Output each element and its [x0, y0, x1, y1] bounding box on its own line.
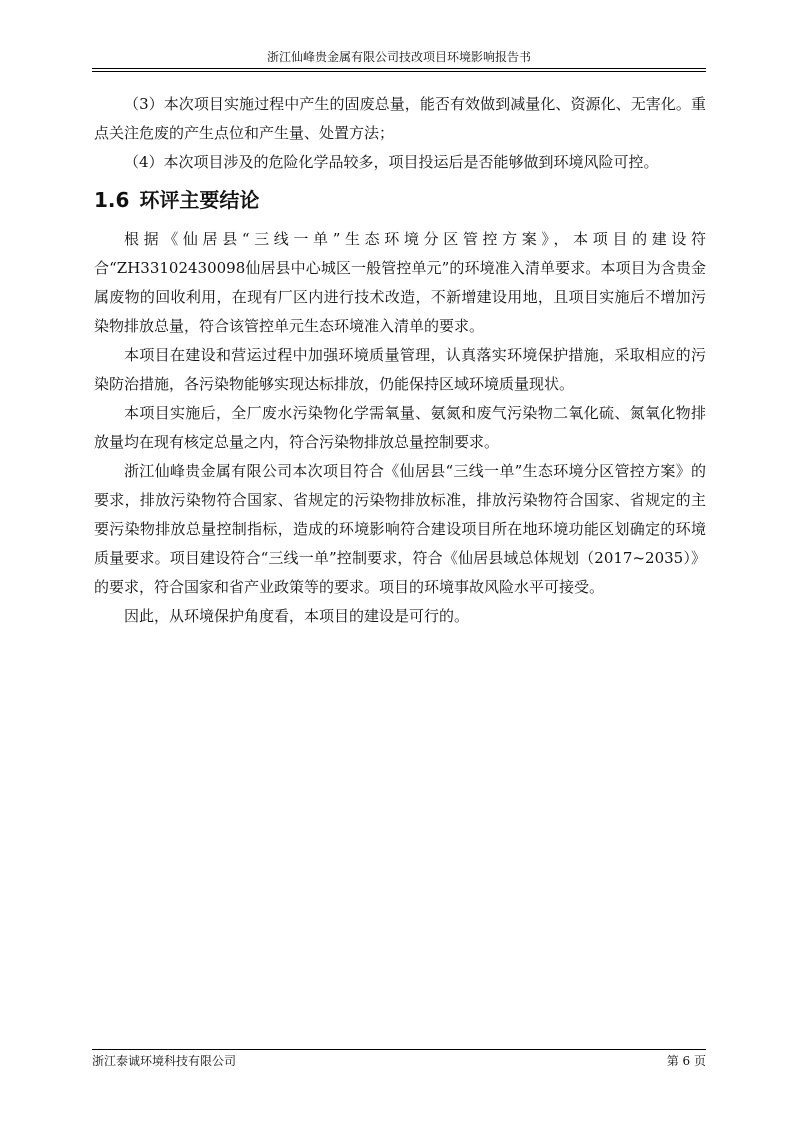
document-body [94, 90, 706, 631]
footer-company: 浙江泰诚环境科技有限公司 [92, 1054, 237, 1068]
section-title: 环评主要结论 [139, 188, 260, 212]
paragraph: 本项目在建设和营运过程中加强环境质量管理，认真落实环境保护措施，采取相应的污染防治措施，各污染物能够实现达标排放，仍能保持区域环境质量现状。 [94, 346, 706, 393]
page-footer [92, 1049, 706, 1070]
paragraph: 因此，从环境保护角度看，本项目的建设是可行的。 [124, 607, 470, 625]
section-number: 1.6 [94, 188, 130, 212]
report-title: 浙江仙峰贵金属有限公司技改项目环境影响报告书 [266, 50, 531, 64]
paragraph: 浙江仙峰贵金属有限公司本次项目符合《仙居县“三线一单”生态环境分区管控方案》的要求，排放污染物符合国家、省规定的污染物排放标准，排放污染物符合国家、省规定的主要污染物排放总量控制指标，造成的环境影响符合建设项目所在地环境功能区划确定的环境质量要求。项目建设符合“三线一单”控制要求，符合《仙居县域总体规划（2017~2035）》的要求，符合国家和省产业政策等的要求。项目的环境事故风险水平可接受。 [94, 462, 706, 596]
paragraph: 根据《仙居县“三线一单”生态环境分区管控方案》，本项目的建设符合“ZH33102430098仙居县中心城区一般管控单元”的环境准入清单要求。本项目为含贵金属废物的回收利用，在现有厂区内进行技术改造，不新增建设用地，且项目实施后不增加污染物排放总量，符合该管控单元生态环境准入清单的要求。 [94, 230, 706, 335]
page-number: 第 6 页 [666, 1054, 706, 1068]
section-heading [94, 183, 706, 217]
paragraph: （3）本次项目实施过程中产生的固废总量，能否有效做到减量化、资源化、无害化。重点关注危废的产生点位和产生量、处置方法； [94, 95, 706, 142]
paragraph: 本项目实施后，全厂废水污染物化学需氧量、氨氮和废气污染物二氧化硫、氮氧化物排放量均在现有核定总量之内，符合污染物排放总量控制要求。 [94, 404, 706, 451]
paragraph: （4）本次项目涉及的危险化学品较多，项目投运后是否能够做到环境风险可控。 [124, 153, 659, 171]
page-header [92, 49, 706, 69]
